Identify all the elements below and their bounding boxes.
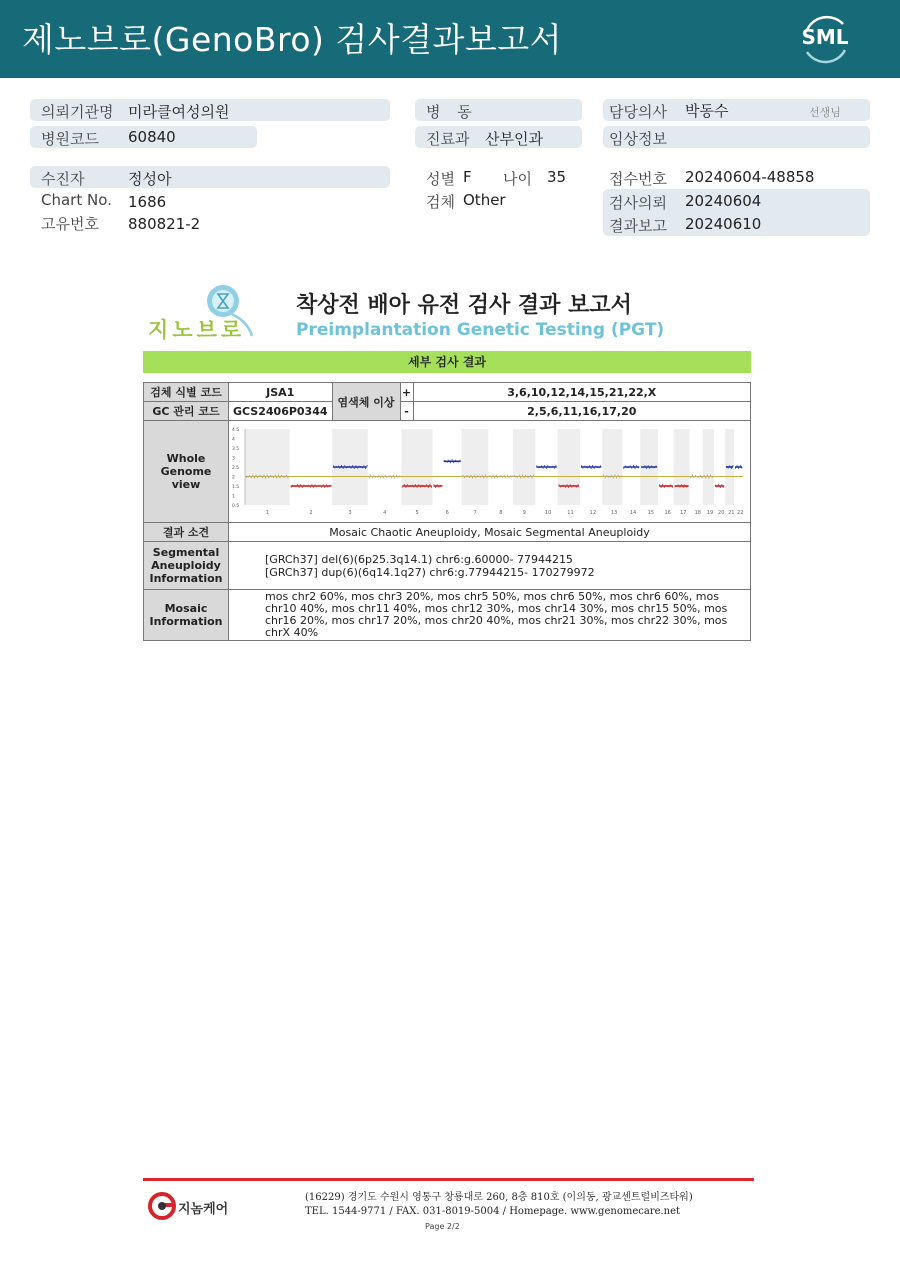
- genomecare-logo-icon: [148, 1192, 176, 1220]
- genome-view-label: Whole Genome view: [144, 421, 229, 523]
- patient-label: 수진자: [41, 170, 85, 188]
- y-tick-label: 0.5: [232, 504, 240, 509]
- report-subtitle: Preimplantation Genetic Testing (PGT): [296, 320, 665, 340]
- x-tick-label: 16: [664, 510, 671, 516]
- unique-id-value: 880821-2: [128, 215, 201, 233]
- page-title: 제노브로(GenoBro) 검사결과보고서: [22, 20, 563, 59]
- plus-sign: +: [400, 383, 413, 402]
- hospital-code-label: 병원코드: [41, 130, 99, 148]
- finding-value: Mosaic Chaotic Aneuploidy, Mosaic Segmental Aneuploidy: [229, 523, 751, 542]
- x-tick-label: 7: [473, 510, 477, 516]
- institution-value: 미라클여성의원: [128, 103, 230, 121]
- ward-label: 병 동: [426, 103, 478, 121]
- x-tick-label: 18: [694, 510, 701, 516]
- x-tick-label: 4: [383, 510, 387, 516]
- footer-address: [305, 1191, 693, 1219]
- footer-contact-line: TEL. 1544-9771 / FAX. 031-8019-5004 / Homepage. www.genomecare.net: [305, 1206, 681, 1217]
- x-tick-label: 21: [728, 510, 735, 516]
- hospital-code-value: 60840: [128, 128, 176, 146]
- chromosome-band: [401, 429, 432, 505]
- sml-logo: [797, 10, 853, 66]
- x-tick-label: 22: [737, 510, 744, 516]
- sml-logo-text: SML: [801, 25, 849, 49]
- x-tick-label: 12: [589, 510, 597, 516]
- x-tick-label: 5: [415, 510, 419, 516]
- specimen-code-value: JSA1: [229, 383, 333, 402]
- chromosome-band: [245, 429, 290, 505]
- chromosome-band: [558, 429, 580, 505]
- x-tick-label: 6: [445, 510, 449, 516]
- chart-no-label: Chart No.: [41, 191, 112, 209]
- x-tick-label: 14: [629, 510, 637, 516]
- genome-view-cell: [229, 421, 751, 523]
- specimen-code-label: 검체 식별 코드: [144, 383, 229, 402]
- request-label: 검사의뢰: [609, 194, 667, 212]
- report-date-value: 20240610: [685, 215, 762, 233]
- x-tick-label: 20: [718, 510, 725, 516]
- age-value: 35: [547, 168, 567, 186]
- segmental-line-del: [GRCh37] del(6)(6p25.3q14.1) chr6:g.60000- 77944215: [265, 552, 573, 566]
- footer-address-line: (16229) 경기도 수원시 영통구 창룡대로 260, 8층 810호 (이의동, 광교센트럴비즈타워): [305, 1192, 693, 1203]
- receipt-value: 20240604-48858: [685, 168, 815, 186]
- chromosome-band: [513, 429, 535, 505]
- abnormality-label: 염색체 이상: [332, 383, 400, 421]
- header-bar: [0, 0, 900, 78]
- genomecare-logo: [148, 1192, 176, 1220]
- y-tick-label: 1.5: [232, 485, 240, 490]
- x-tick-label: 19: [706, 510, 714, 516]
- finding-label: 결과 소견: [144, 523, 229, 542]
- table-row: [144, 523, 751, 542]
- segmental-line-dup: [GRCh37] dup(6)(6q14.1q27) chr6:g.77944215- 170279972: [265, 565, 595, 579]
- unique-id-label: 고유번호: [41, 215, 99, 233]
- doctor-value: 박동수: [685, 102, 729, 120]
- x-tick-label: 9: [522, 510, 526, 516]
- genobro-logo-text: 지노브로: [148, 318, 246, 342]
- x-tick-label: 15: [647, 510, 655, 516]
- gc-code-value: GCS2406P0344: [229, 402, 333, 421]
- x-tick-label: 3: [348, 510, 352, 516]
- department-label: 진료과: [426, 130, 470, 148]
- sex-label: 성별: [426, 170, 455, 188]
- genome-plot: [231, 423, 746, 517]
- report-title: 착상전 배아 유전 검사 결과 보고서: [296, 293, 632, 318]
- table-row: [144, 421, 751, 523]
- specimen-label: 검체: [426, 193, 455, 211]
- sex-value: F: [463, 168, 472, 186]
- y-tick-label: 3.5: [232, 447, 240, 452]
- mosaic-label: Mosaic Information: [144, 590, 229, 641]
- x-tick-label: 10: [544, 510, 552, 516]
- chromosome-band: [462, 429, 489, 505]
- table-row: [144, 590, 751, 641]
- chromosome-band: [703, 429, 714, 505]
- section-title: 세부 검사 결과: [143, 351, 751, 373]
- specimen-value: Other: [463, 191, 506, 209]
- doctor-suffix: 선생님: [809, 106, 841, 119]
- y-tick-label: 4.5: [232, 428, 240, 433]
- clinical-label: 임상정보: [609, 130, 667, 148]
- table-row: [144, 542, 751, 590]
- chromosome-band: [602, 429, 622, 505]
- table-row: [144, 383, 751, 402]
- request-value: 20240604: [685, 192, 762, 210]
- footer-divider: [143, 1178, 754, 1181]
- doctor-label: 담당의사: [609, 103, 667, 121]
- minus-sign: -: [400, 402, 413, 421]
- x-tick-label: 17: [680, 510, 687, 516]
- footer-brand: 지놈케어: [178, 1202, 229, 1217]
- x-tick-label: 13: [610, 510, 618, 516]
- gain-chromosomes: 3,6,10,12,14,15,21,22,X: [413, 383, 750, 402]
- segmental-info: [229, 542, 751, 590]
- table-row: [144, 402, 751, 421]
- y-tick-label: 1: [232, 494, 235, 500]
- results-table: [143, 382, 751, 641]
- x-tick-label: 8: [499, 510, 503, 516]
- x-tick-label: 1: [265, 510, 270, 516]
- institution-label: 의뢰기관명: [41, 103, 114, 121]
- gc-code-label: GC 관리 코드: [144, 402, 229, 421]
- chart-no-value: 1686: [128, 193, 167, 211]
- patient-value: 정성아: [128, 170, 172, 188]
- receipt-label: 접수번호: [609, 170, 667, 188]
- loss-chromosomes: 2,5,6,11,16,17,20: [413, 402, 750, 421]
- y-tick-label: 2: [232, 475, 235, 481]
- department-value: 산부인과: [485, 130, 543, 148]
- x-tick-label: 2: [309, 510, 313, 516]
- y-tick-label: 2.5: [232, 466, 240, 471]
- mosaic-info: mos chr2 60%, mos chr3 20%, mos chr5 50%, mos chr6 50%, mos chr6 60%, mos chr10 40%, mos chr11 40%, mos chr12 30%, mos chr14 30%, mos chr15 50%, mos chr16 20%, mos chr17 20%, mos chr20 40%, mos chr21 30%, mos chr22 30%, mos chrX 40%: [229, 590, 751, 641]
- x-tick-label: 11: [567, 510, 574, 516]
- y-tick-label: 3: [232, 456, 235, 462]
- age-label: 나이: [503, 170, 532, 188]
- segmental-label: Segmental Aneuploidy Information: [144, 542, 229, 590]
- report-date-label: 결과보고: [609, 217, 667, 235]
- y-tick-label: 4: [232, 437, 235, 443]
- chromosome-band: [674, 429, 690, 505]
- page-number: Page 2/2: [425, 1222, 460, 1231]
